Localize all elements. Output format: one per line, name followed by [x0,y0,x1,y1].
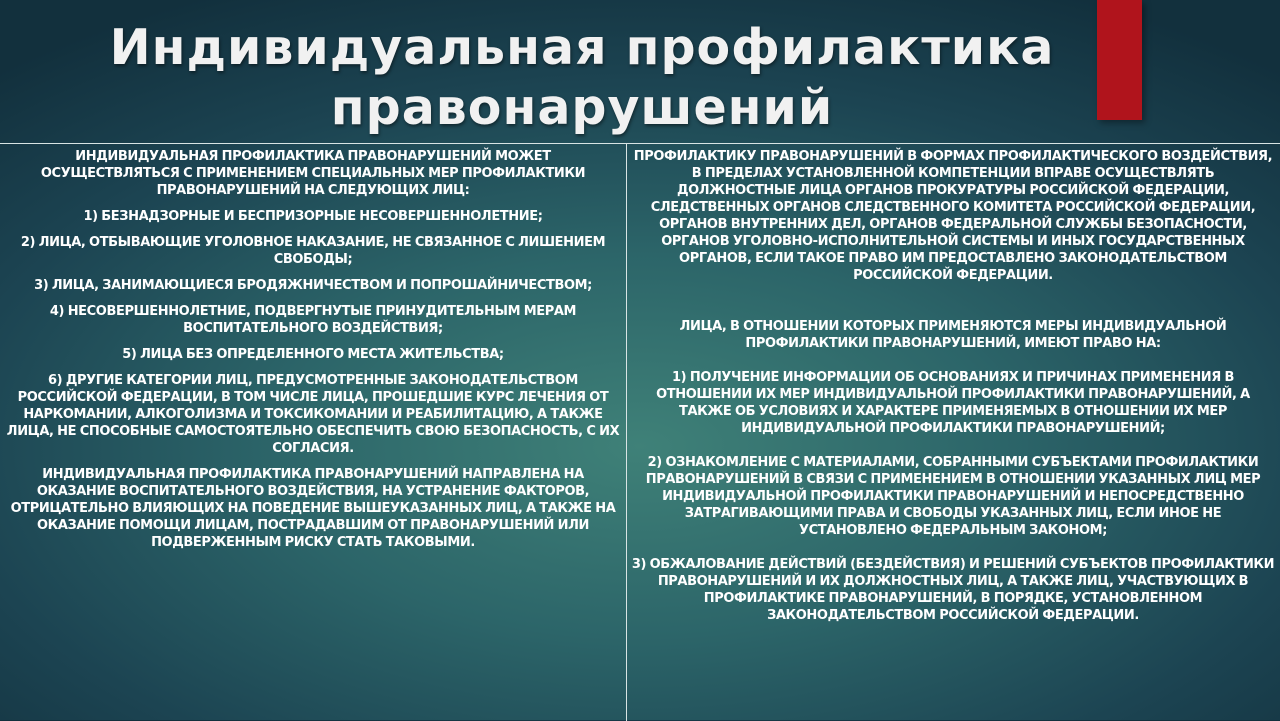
list-item-4: 4) НЕСОВЕРШЕННОЛЕТНИЕ, ПОДВЕРГНУТЫЕ ПРИНУДИТЕЛЬНЫМ МЕРАМ ВОСПИТАТЕЛЬНОГО ВОЗДЕЙСТВИЯ; [49,304,577,336]
right-item-3: 3) ОБЖАЛОВАНИЕ ДЕЙСТВИЙ (БЕЗДЕЙСТВИЯ) И РЕШЕНИЙ СУБЪЕКТОВ ПРОФИЛАКТИКИ ПРАВОНАРУШЕНИЙ И ИХ ДОЛЖНОСТНЫХ ЛИЦ, А ТАКЖЕ ЛИЦ, УЧАСТВУЮЩИХ В ПРОФИЛАКТИКЕ ПРАВОНАРУШЕНИЙ, В ПОРЯДКЕ, УСТАНОВЛЕННОМ ЗАКОНОДАТЕЛЬСТВОМ РОССИЙСКОЙ ФЕДЕРАЦИИ. [631,557,1275,623]
authority-paragraph: ПРОФИЛАКТИКУ ПРАВОНАРУШЕНИЙ В ФОРМАХ ПРОФИЛАКТИЧЕСКОГО ВОЗДЕЙСТВИЯ, В ПРЕДЕЛАХ УСТАНОВЛЕННОЙ КОМПЕТЕНЦИИ ВПРАВЕ ОСУЩЕСТВЛЯТЬ ДОЛЖНОСТНЫЕ ЛИЦА ОРГАНОВ ПРОКУРАТУРЫ РОССИЙСКОЙ ФЕДЕРАЦИИ, СЛЕДСТВЕННЫХ ОРГАНОВ СЛЕДСТВЕННОГО КОМИТЕТА РОССИЙСКОЙ ФЕДЕРАЦИИ, ОРГАНОВ ВНУТРЕННИХ ДЕЛ, ОРГАНОВ ФЕДЕРАЛЬНОЙ СЛУЖБЫ БЕЗОПАСНОСТИ, ОРГАНОВ УГОЛОВНО-ИСПОЛНИТЕЛЬНОЙ СИСТЕМЫ И ИНЫХ ГОСУДАРСТВЕННЫХ ОРГАНОВ, ЕСЛИ ТАКОЕ ПРАВО ИМ ПРЕДОСТАВЛЕНО ЗАКОНОДАТЕЛЬСТВОМ РОССИЙСКОЙ ФЕДЕРАЦИИ. [633,149,1273,283]
left-intro-paragraph: ИНДИВИДУАЛЬНАЯ ПРОФИЛАКТИКА ПРАВОНАРУШЕНИЙ МОЖЕТ ОСУЩЕСТВЛЯТЬСЯ С ПРИМЕНЕНИЕМ СПЕЦИАЛЬНЫХ МЕР ПРОФИЛАКТИКИ ПРАВОНАРУШЕНИЙ НА СЛЕДУЮЩИХ ЛИЦ: [40,149,586,198]
list-item-6: 6) ДРУГИЕ КАТЕГОРИИ ЛИЦ, ПРЕДУСМОТРЕННЫЕ ЗАКОНОДАТЕЛЬСТВОМ РОССИЙСКОЙ ФЕДЕРАЦИИ, В ТОМ ЧИСЛЕ ЛИЦА, ПРОШЕДШИЕ КУРС ЛЕЧЕНИЯ ОТ НАРКОМАНИИ, АЛКОГОЛИЗМА И ТОКСИКОМАНИИ И РЕАБИЛИТАЦИЮ, А ТАКЖЕ ЛИЦА, НЕ СПОСОБНЫЕ САМОСТОЯТЕЛЬНО ОБЕСПЕЧИТЬ СВОЮ БЕЗОПАСНОСТЬ, С ИХ СОГЛАСИЯ. [6,373,620,456]
content-table [0,143,1280,720]
red-accent-bar [1097,0,1142,120]
list-item-2: 2) ЛИЦА, ОТБЫВАЮЩИЕ УГОЛОВНОЕ НАКАЗАНИЕ, НЕ СВЯЗАННОЕ С ЛИШЕНИЕМ СВОБОДЫ; [20,235,606,267]
list-item-3: 3) ЛИЦА, ЗАНИМАЮЩИЕСЯ БРОДЯЖНИЧЕСТВОМ И ПОПРОШАЙНИЧЕСТВОМ; [34,278,592,293]
right-item-2: 2) ОЗНАКОМЛЕНИЕ С МАТЕРИАЛАМИ, СОБРАННЫМИ СУБЪЕКТАМИ ПРОФИЛАКТИКИ ПРАВОНАРУШЕНИЙ В СВЯЗИ С ПРИМЕНЕНИЕМ В ОТНОШЕНИИ УКАЗАННЫХ ЛИЦ МЕР ИНДИВИДУАЛЬНОЙ ПРОФИЛАКТИКИ ПРАВОНАРУШЕНИЙ И НЕПОСРЕДСТВЕННО ЗАТРАГИВАЮЩИМИ ПРАВА И СВОБОДЫ УКАЗАННЫХ ЛИЦ, ЕСЛИ ИНОЕ НЕ УСТАНОВЛЕНО ФЕДЕРАЛЬНЫМ ЗАКОНОМ; [645,455,1261,538]
left-conclusion-paragraph: ИНДИВИДУАЛЬНАЯ ПРОФИЛАКТИКА ПРАВОНАРУШЕНИЙ НАПРАВЛЕНА НА ОКАЗАНИЕ ВОСПИТАТЕЛЬНОГО ВОЗДЕЙСТВИЯ, НА УСТРАНЕНИЕ ФАКТОРОВ, ОТРИЦАТЕЛЬНО ВЛИЯЮЩИХ НА ПОВЕДЕНИЕ ВЫШЕУКАЗАННЫХ ЛИЦ, А ТАКЖЕ НА ОКАЗАНИЕ ПОМОЩИ ЛИЦАМ, ПОСТРАДАВШИМ ОТ ПРАВОНАРУШЕНИЙ ИЛИ ПОДВЕРЖЕННЫМ РИСКУ СТАТЬ ТАКОВЫМИ. [10,467,616,550]
right-column [631,148,1275,633]
list-item-5: 5) ЛИЦА БЕЗ ОПРЕДЕЛЕННОГО МЕСТА ЖИТЕЛЬСТВА; [122,347,504,362]
right-item-1: 1) ПОЛУЧЕНИЕ ИНФОРМАЦИИ ОБ ОСНОВАНИЯХ И ПРИЧИНАХ ПРИМЕНЕНИЯ В ОТНОШЕНИИ ИХ МЕР ИНДИВИДУАЛЬНОЙ ПРОФИЛАКТИКИ ПРАВОНАРУШЕНИЙ, А ТАКЖЕ ОБ УСЛОВИЯХ И ХАРАКТЕРЕ ПРИМЕНЯЕМЫХ В ОТНОШЕНИИ ИХ МЕР ИНДИВИДУАЛЬНОЙ ПРОФИЛАКТИКИ ПРАВОНАРУШЕНИЙ; [656,370,1250,436]
slide-title: Индивидуальная профилактика правонарушений [109,19,1055,136]
rights-intro-paragraph: ЛИЦА, В ОТНОШЕНИИ КОТОРЫХ ПРИМЕНЯЮТСЯ МЕРЫ ИНДИВИДУАЛЬНОЙ ПРОФИЛАКТИКИ ПРАВОНАРУШЕНИЙ, ИМЕЮТ ПРАВО НА: [679,319,1227,351]
list-item-1: 1) БЕЗНАДЗОРНЫЕ И БЕСПРИЗОРНЫЕ НЕСОВЕРШЕННОЛЕТНИЕ; [83,209,543,224]
left-column [5,148,621,560]
column-divider [626,144,627,721]
